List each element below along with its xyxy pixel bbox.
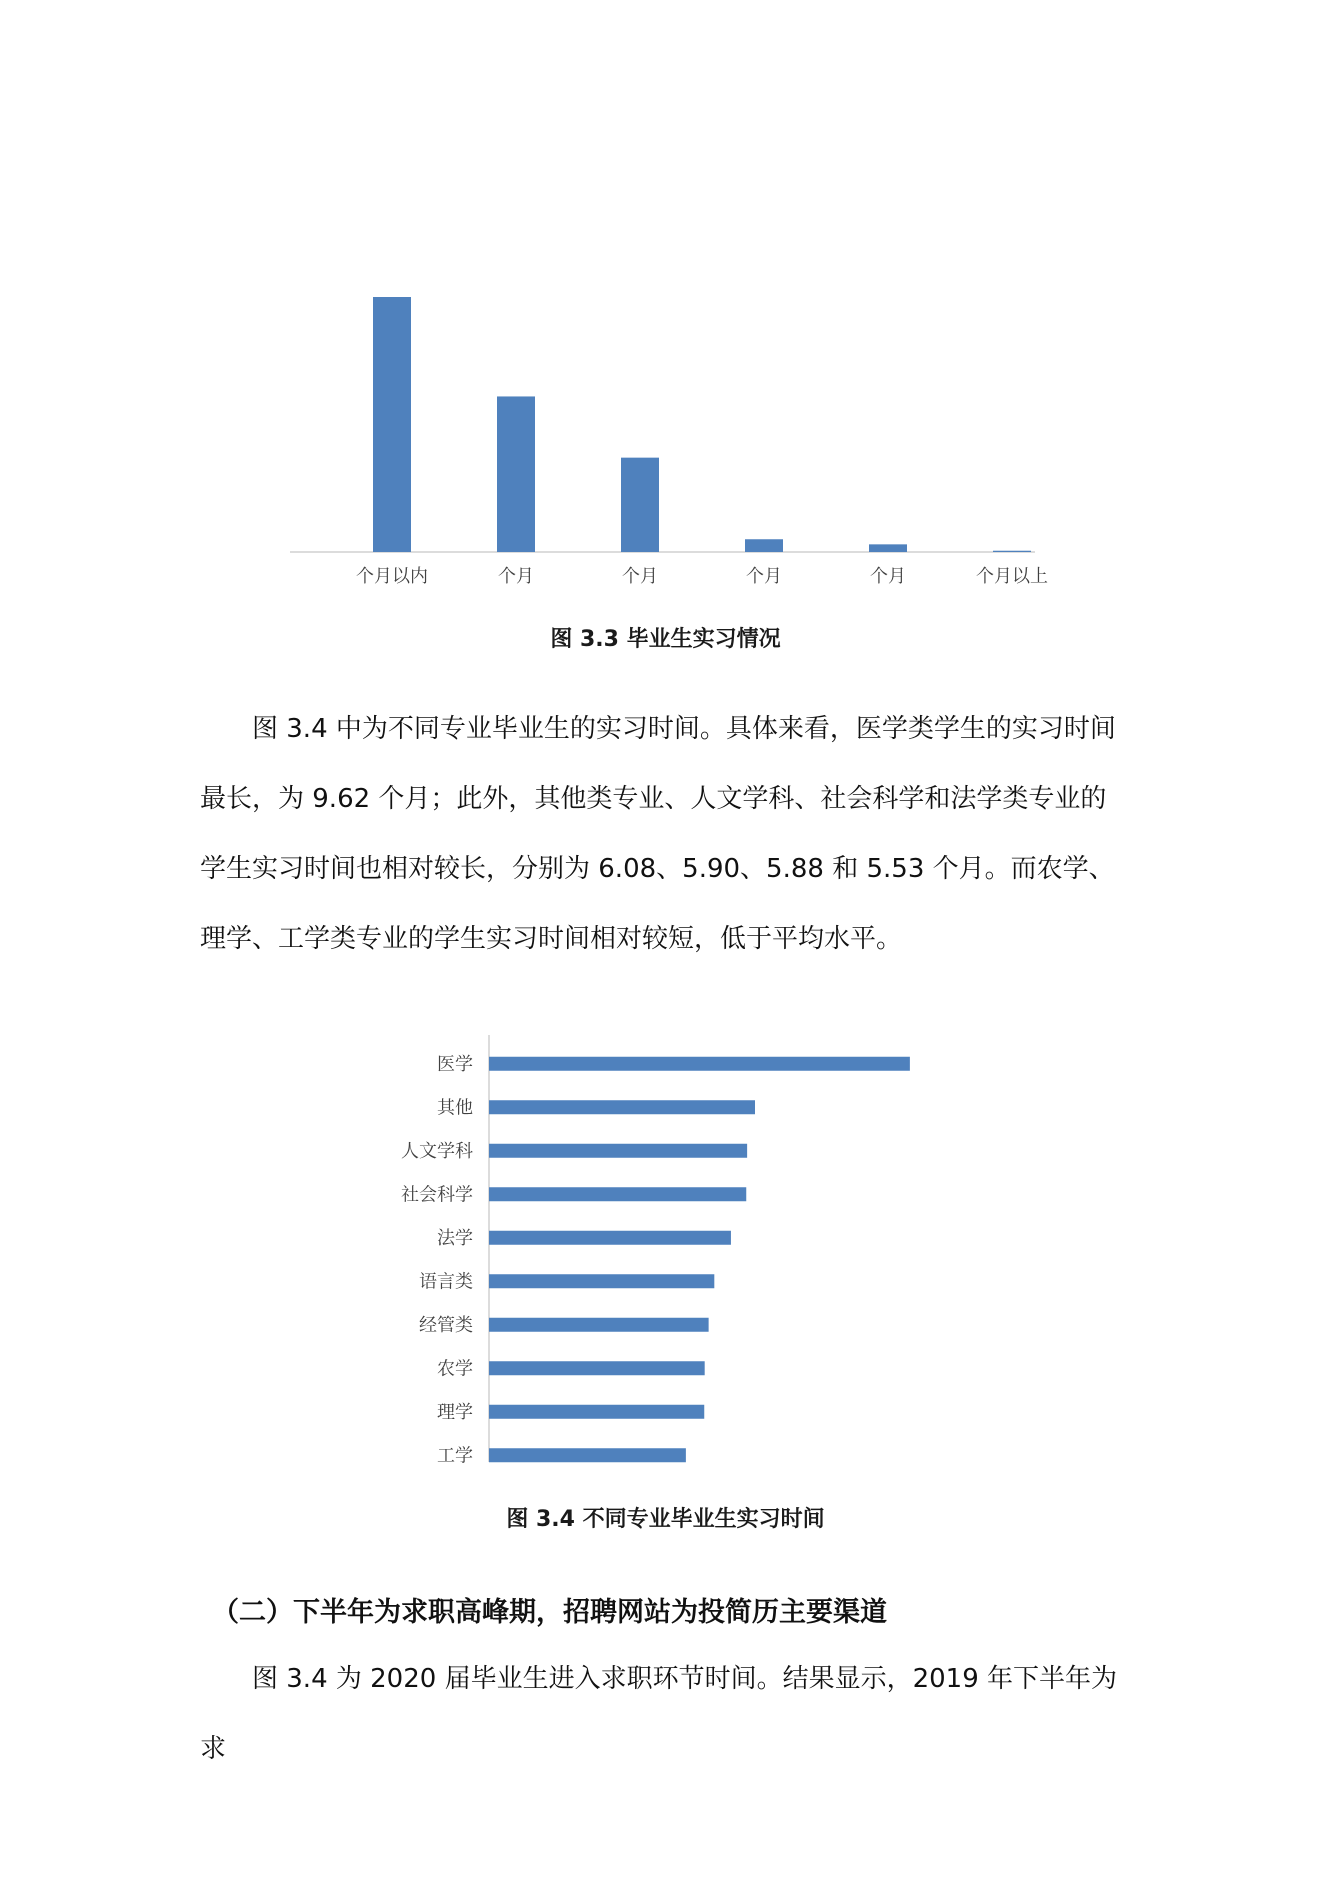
- y-tick-label-7: 农学: [437, 1358, 473, 1380]
- y-tick-label-8: 理学: [437, 1401, 473, 1423]
- paragraph-2: [200, 1644, 1130, 1764]
- internship-duration-chart: [280, 280, 1050, 600]
- section-heading: （二）下半年为求职高峰期，招聘网站为投简历主要渠道: [212, 1597, 887, 1628]
- x-tick-label-2: 个月: [622, 566, 658, 587]
- bar-3: [745, 539, 783, 552]
- y-tick-label-5: 语言类: [419, 1271, 473, 1293]
- x-tick-label-4: 个月: [870, 566, 906, 587]
- bar-语言类: [489, 1274, 714, 1288]
- paragraph-1-text: 图 3.4 中为不同专业毕业生的实习时间。具体来看，医学类学生的实习时间最长，为 9.62 个月；此外，其他类专业、人文学科、社会科学和法学类专业的学生实习时间也相对较长，分别为 6.08、5.90、5.88 和 5.53 个月。而农学、理学、工学类专业的学生实习时间相对较短，低于平均水平。: [200, 714, 1116, 954]
- major-internship-chart: [380, 1030, 980, 1470]
- y-tick-label-3: 社会科学: [401, 1184, 473, 1206]
- bar-法学: [489, 1231, 731, 1245]
- y-tick-label-6: 经管类: [419, 1314, 473, 1336]
- bar-1: [497, 396, 535, 552]
- x-tick-label-1: 个月: [498, 566, 534, 587]
- y-tick-label-1: 其他: [437, 1097, 473, 1119]
- figure-3-3-caption: 图 3.3 毕业生实习情况: [550, 627, 781, 652]
- paragraph-2-text: 图 3.4 为 2020 届毕业生进入求职环节时间。结果显示，2019 年下半年为求: [200, 1664, 1118, 1764]
- y-tick-label-4: 法学: [437, 1227, 473, 1249]
- bar-0: [373, 297, 411, 552]
- paragraph-1: [200, 694, 1130, 974]
- y-tick-label-9: 工学: [437, 1445, 473, 1467]
- bar-社会科学: [489, 1187, 746, 1201]
- bar-理学: [489, 1405, 704, 1419]
- bar-人文学科: [489, 1144, 747, 1158]
- x-tick-label-3: 个月: [746, 566, 782, 587]
- bar-2: [621, 458, 659, 552]
- bar-其他: [489, 1100, 755, 1114]
- bar-医学: [489, 1057, 910, 1071]
- bar-农学: [489, 1361, 705, 1375]
- y-tick-label-2: 人文学科: [401, 1140, 473, 1162]
- figure-3-4-caption: 图 3.4 不同专业毕业生实习时间: [506, 1507, 825, 1532]
- bar-经管类: [489, 1318, 709, 1332]
- y-tick-label-0: 医学: [437, 1053, 473, 1075]
- x-tick-label-5: 个月以上: [976, 566, 1048, 587]
- bar-5: [993, 551, 1031, 552]
- bar-工学: [489, 1448, 686, 1462]
- bar-4: [869, 544, 907, 552]
- x-tick-label-0: 个月以内: [356, 566, 428, 587]
